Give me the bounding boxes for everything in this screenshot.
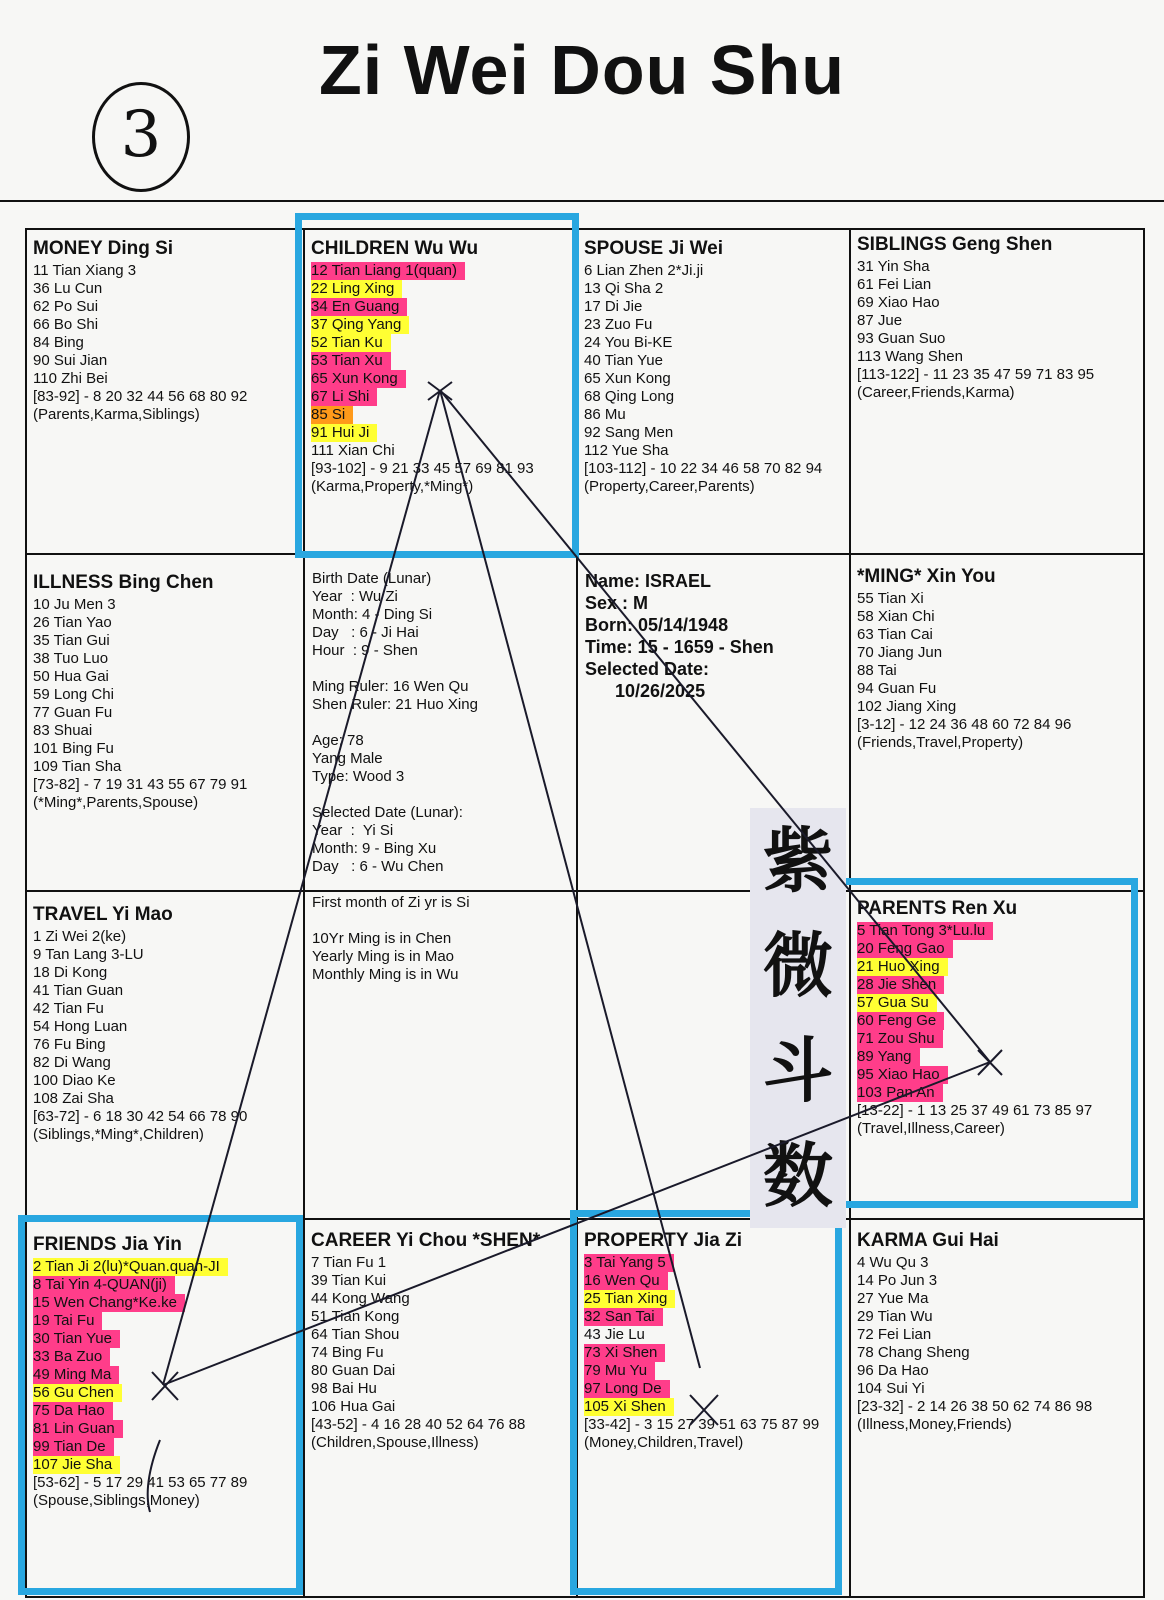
palace-age-ranges: [113-122] - 11 23 35 47 59 71 83 95 bbox=[857, 366, 1095, 383]
birth-info-line: Year : Yi Si bbox=[312, 822, 394, 839]
palace-age-ranges: [83-92] - 8 20 32 44 56 68 80 92 bbox=[33, 388, 248, 405]
star-entry: 18 Di Kong bbox=[33, 964, 108, 981]
palace-relations: (Travel,Illness,Career) bbox=[857, 1120, 1005, 1137]
x-mark bbox=[690, 1395, 718, 1425]
person-time: Time: 15 - 1659 - Shen bbox=[585, 637, 774, 657]
star-entry: 11 Tian Xiang 3 bbox=[33, 262, 137, 279]
star-entry: 76 Fu Bing bbox=[33, 1036, 106, 1053]
star-entry: 103 Pan An bbox=[857, 1084, 1135, 1102]
star-entry: 58 Xian Chi bbox=[857, 608, 935, 625]
chinese-character: 斗 bbox=[763, 1029, 833, 1112]
star-entry: 16 Wen Qu bbox=[584, 1272, 837, 1290]
star-entry: 111 Xian Chi bbox=[311, 442, 395, 459]
star-entry: 27 Yue Ma bbox=[857, 1290, 929, 1307]
triangle-line bbox=[440, 390, 990, 1062]
star-entry: 81 Lin Guan bbox=[33, 1420, 291, 1438]
star-entry: 21 Huo Xing bbox=[857, 958, 1135, 976]
birth-info-line: First month of Zi yr is Si bbox=[312, 894, 470, 911]
star-entry: 13 Qi Sha 2 bbox=[584, 280, 664, 297]
star-entry: 110 Zhi Bei bbox=[33, 370, 108, 387]
selected-date-value: 10/26/2025 bbox=[615, 681, 706, 701]
star-entry: 68 Qing Long bbox=[584, 388, 675, 405]
star-entry: 94 Guan Fu bbox=[857, 680, 937, 697]
star-entry: 8 Tai Yin 4-QUAN(ji) bbox=[33, 1276, 291, 1294]
star-entry: 33 Ba Zuo bbox=[33, 1348, 291, 1366]
star-entry: 66 Bo Shi bbox=[33, 316, 99, 333]
star-entry: 28 Jie Shen bbox=[857, 976, 1135, 994]
birth-info-line: Hour : 9 - Shen bbox=[312, 642, 418, 659]
star-entry: 2 Tian Ji 2(lu)*Quan.quan-JI bbox=[33, 1258, 291, 1276]
star-entry: 62 Po Sui bbox=[33, 298, 99, 315]
circled-page-number: 3 bbox=[92, 82, 190, 192]
star-entry: 78 Chang Sheng bbox=[857, 1344, 970, 1361]
star-entry: 60 Feng Ge bbox=[857, 1012, 1135, 1030]
palace-relations: (Friends,Travel,Property) bbox=[857, 734, 1024, 751]
palace-title: KARMA Gui Hai bbox=[857, 1230, 999, 1251]
palace-title: CAREER Yi Chou *SHEN* bbox=[311, 1230, 541, 1251]
star-entry: 15 Wen Chang*Ke.ke bbox=[33, 1294, 291, 1312]
star-entry: 74 Bing Fu bbox=[311, 1344, 384, 1361]
star-entry: 31 Yin Sha bbox=[857, 258, 930, 275]
star-entry: 104 Sui Yi bbox=[857, 1380, 925, 1397]
star-entry: 100 Diao Ke bbox=[33, 1072, 116, 1089]
star-entry: 49 Ming Ma bbox=[33, 1366, 291, 1384]
birth-info-line: 10Yr Ming is in Chen bbox=[312, 930, 452, 947]
star-entry: 53 Tian Xu bbox=[311, 352, 569, 370]
birth-info-line: Month: 9 - Bing Xu bbox=[312, 840, 437, 857]
star-entry: 109 Tian Sha bbox=[33, 758, 122, 775]
star-entry: 36 Lu Cun bbox=[33, 280, 103, 297]
star-entry: 39 Tian Kui bbox=[311, 1272, 387, 1289]
palace-relations: (Property,Career,Parents) bbox=[584, 478, 755, 495]
star-entry: 80 Guan Dai bbox=[311, 1362, 396, 1379]
person-born: Born: 05/14/1948 bbox=[585, 615, 729, 635]
star-entry: 95 Xiao Hao bbox=[857, 1066, 1135, 1084]
star-entry: 77 Guan Fu bbox=[33, 704, 113, 721]
star-entry: 23 Zuo Fu bbox=[584, 316, 653, 333]
star-entry: 102 Jiang Xing bbox=[857, 698, 957, 715]
star-entry: 87 Jue bbox=[857, 312, 903, 329]
triangle-line bbox=[163, 1062, 990, 1385]
triangle-line bbox=[163, 390, 440, 1385]
star-entry: 17 Di Jie bbox=[584, 298, 643, 315]
star-entry: 57 Gua Su bbox=[857, 994, 1135, 1012]
birth-info-line: Year : Wu Zi bbox=[312, 588, 398, 605]
star-entry: 70 Jiang Jun bbox=[857, 644, 943, 661]
star-entry: 32 San Tai bbox=[584, 1308, 837, 1326]
star-entry: 52 Tian Ku bbox=[311, 334, 569, 352]
palace-age-ranges: [3-12] - 12 24 36 48 60 72 84 96 bbox=[857, 716, 1072, 733]
palace-age-ranges: [103-112] - 10 22 34 46 58 70 82 94 bbox=[584, 460, 823, 477]
palace-title: *MING* Xin You bbox=[857, 566, 996, 587]
palace-age-ranges: [93-102] - 9 21 33 45 57 69 81 93 bbox=[311, 460, 534, 477]
star-entry: 55 Tian Xi bbox=[857, 590, 924, 607]
star-entry: 6 Lian Zhen 2*Ji.ji bbox=[584, 262, 704, 279]
star-entry: 44 Kong Wang bbox=[311, 1290, 410, 1307]
person-sex: Sex : M bbox=[585, 593, 649, 613]
pen-scribble bbox=[148, 1440, 160, 1512]
star-entry: 22 Ling Xing bbox=[311, 280, 569, 298]
birth-info-line: Day : 6 - Ji Hai bbox=[312, 624, 419, 641]
page-title: Zi Wei Dou Shu bbox=[318, 31, 845, 109]
star-entry: 56 Gu Chen bbox=[33, 1384, 291, 1402]
chinese-character: 数 bbox=[763, 1134, 833, 1217]
palace-relations: (Money,Children,Travel) bbox=[584, 1434, 744, 1451]
palace-relations: (Illness,Money,Friends) bbox=[857, 1416, 1012, 1433]
star-entry: 82 Di Wang bbox=[33, 1054, 111, 1071]
star-entry: 108 Zai Sha bbox=[33, 1090, 114, 1107]
person-name: Name: ISRAEL bbox=[585, 571, 712, 591]
star-entry: 30 Tian Yue bbox=[33, 1330, 291, 1348]
star-entry: 64 Tian Shou bbox=[311, 1326, 400, 1343]
star-entry: 107 Jie Sha bbox=[33, 1456, 291, 1474]
birth-info-line: Yang Male bbox=[312, 750, 383, 767]
star-entry: 51 Tian Kong bbox=[311, 1308, 400, 1325]
star-entry: 43 Jie Lu bbox=[584, 1326, 645, 1343]
star-entry: 101 Bing Fu bbox=[33, 740, 114, 757]
star-entry: 25 Tian Xing bbox=[584, 1290, 837, 1308]
star-entry: 12 Tian Liang 1(quan) bbox=[311, 262, 569, 280]
birth-info-line: Monthly Ming is in Wu bbox=[312, 966, 459, 983]
palace-age-ranges: [43-52] - 4 16 28 40 52 64 76 88 bbox=[311, 1416, 526, 1433]
birth-info-line: Shen Ruler: 21 Huo Xing bbox=[312, 696, 478, 713]
birth-info-line: Selected Date (Lunar): bbox=[312, 804, 463, 821]
palace-title: SIBLINGS Geng Shen bbox=[857, 234, 1053, 255]
star-entry: 112 Yue Sha bbox=[584, 442, 669, 459]
star-entry: 5 Tian Tong 3*Lu.lu bbox=[857, 922, 1135, 940]
star-entry: 85 Si bbox=[311, 406, 569, 424]
star-entry: 84 Bing bbox=[33, 334, 84, 351]
palace-title: FRIENDS Jia Yin bbox=[33, 1234, 182, 1255]
star-entry: 50 Hua Gai bbox=[33, 668, 109, 685]
palace-relations: (Karma,Property,*Ming*) bbox=[311, 478, 474, 495]
palace-age-ranges: [23-32] - 2 14 26 38 50 62 74 86 98 bbox=[857, 1398, 1093, 1415]
palace-title: MONEY Ding Si bbox=[33, 238, 174, 259]
star-entry: 90 Sui Jian bbox=[33, 352, 108, 369]
palace-age-ranges: [33-42] - 3 15 27 39 51 63 75 87 99 bbox=[584, 1416, 820, 1433]
star-entry: 24 You Bi-KE bbox=[584, 334, 673, 351]
palace-title: CHILDREN Wu Wu bbox=[311, 238, 479, 259]
star-entry: 63 Tian Cai bbox=[857, 626, 933, 643]
palace-relations: (Siblings,*Ming*,Children) bbox=[33, 1126, 204, 1143]
star-entry: 61 Fei Lian bbox=[857, 276, 932, 293]
star-entry: 41 Tian Guan bbox=[33, 982, 124, 999]
palace-title: SPOUSE Ji Wei bbox=[584, 238, 724, 259]
chinese-character: 紫 bbox=[763, 819, 833, 902]
palace-age-ranges: [63-72] - 6 18 30 42 54 66 78 90 bbox=[33, 1108, 248, 1125]
birth-info-line: Yearly Ming is in Mao bbox=[312, 948, 455, 965]
star-entry: 34 En Guang bbox=[311, 298, 569, 316]
birth-info-line: Birth Date (Lunar) bbox=[312, 570, 432, 587]
star-entry: 67 Li Shi bbox=[311, 388, 569, 406]
star-entry: 98 Bai Hu bbox=[311, 1380, 377, 1397]
star-entry: 9 Tan Lang 3-LU bbox=[33, 946, 144, 963]
x-mark bbox=[428, 382, 452, 400]
star-entry: 35 Tian Gui bbox=[33, 632, 110, 649]
star-entry: 86 Mu bbox=[584, 406, 626, 423]
star-entry: 59 Long Chi bbox=[33, 686, 114, 703]
palace-title: PARENTS Ren Xu bbox=[857, 898, 1018, 919]
selected-date-label: Selected Date: bbox=[585, 659, 710, 679]
star-entry: 26 Tian Yao bbox=[33, 614, 112, 631]
star-entry: 75 Da Hao bbox=[33, 1402, 291, 1420]
star-entry: 4 Wu Qu 3 bbox=[857, 1254, 929, 1271]
palace-relations: (*Ming*,Parents,Spouse) bbox=[33, 794, 199, 811]
star-entry: 99 Tian De bbox=[33, 1438, 291, 1456]
palace-title: ILLNESS Bing Chen bbox=[33, 572, 214, 593]
star-entry: 42 Tian Fu bbox=[33, 1000, 104, 1017]
star-entry: 105 Xi Shen bbox=[584, 1398, 837, 1416]
palace-age-ranges: [13-22] - 1 13 25 37 49 61 73 85 97 bbox=[857, 1102, 1093, 1119]
star-entry: 10 Ju Men 3 bbox=[33, 596, 116, 613]
star-entry: 88 Tai bbox=[857, 662, 897, 679]
star-entry: 14 Po Jun 3 bbox=[857, 1272, 938, 1289]
star-entry: 97 Long De bbox=[584, 1380, 837, 1398]
star-entry: 91 Hui Ji bbox=[311, 424, 569, 442]
star-entry: 65 Xun Kong bbox=[311, 370, 569, 388]
palace-relations: (Spouse,Siblings,Money) bbox=[33, 1492, 200, 1509]
palace-title: TRAVEL Yi Mao bbox=[33, 904, 173, 925]
star-entry: 92 Sang Men bbox=[584, 424, 674, 441]
birth-info-line: Month: 4 - Ding Si bbox=[312, 606, 433, 623]
star-entry: 1 Zi Wei 2(ke) bbox=[33, 928, 127, 945]
star-entry: 73 Xi Shen bbox=[584, 1344, 837, 1362]
star-entry: 71 Zou Shu bbox=[857, 1030, 1135, 1048]
palace-age-ranges: [53-62] - 5 17 29 41 53 65 77 89 bbox=[33, 1474, 248, 1491]
x-mark bbox=[978, 1050, 1002, 1075]
palace-relations: (Parents,Karma,Siblings) bbox=[33, 406, 200, 423]
star-entry: 106 Hua Gai bbox=[311, 1398, 396, 1415]
star-entry: 20 Feng Gao bbox=[857, 940, 1135, 958]
star-entry: 65 Xun Kong bbox=[584, 370, 671, 387]
star-entry: 69 Xiao Hao bbox=[857, 294, 940, 311]
star-entry: 79 Mu Yu bbox=[584, 1362, 837, 1380]
birth-info-line: Day : 6 - Wu Chen bbox=[312, 858, 444, 875]
star-entry: 29 Tian Wu bbox=[857, 1308, 933, 1325]
triangle-line bbox=[440, 390, 700, 1368]
star-entry: 89 Yang bbox=[857, 1048, 1135, 1066]
star-entry: 93 Guan Suo bbox=[857, 330, 946, 347]
star-entry: 3 Tai Yang 5 bbox=[584, 1254, 837, 1272]
star-entry: 96 Da Hao bbox=[857, 1362, 929, 1379]
star-entry: 40 Tian Yue bbox=[584, 352, 663, 369]
birth-info-line: Type: Wood 3 bbox=[312, 768, 405, 785]
star-entry: 7 Tian Fu 1 bbox=[311, 1254, 387, 1271]
star-entry: 19 Tai Fu bbox=[33, 1312, 291, 1330]
star-entry: 37 Qing Yang bbox=[311, 316, 569, 334]
birth-info-line: Ming Ruler: 16 Wen Qu bbox=[312, 678, 469, 695]
palace-relations: (Children,Spouse,Illness) bbox=[311, 1434, 479, 1451]
palace-age-ranges: [73-82] - 7 19 31 43 55 67 79 91 bbox=[33, 776, 248, 793]
palace-relations: (Career,Friends,Karma) bbox=[857, 384, 1015, 401]
star-entry: 72 Fei Lian bbox=[857, 1326, 932, 1343]
star-entry: 38 Tuo Luo bbox=[33, 650, 109, 667]
star-entry: 54 Hong Luan bbox=[33, 1018, 128, 1035]
star-entry: 113 Wang Shen bbox=[857, 348, 963, 365]
chinese-character: 微 bbox=[763, 924, 833, 1007]
palace-title: PROPERTY Jia Zi bbox=[584, 1230, 743, 1251]
star-entry: 83 Shuai bbox=[33, 722, 93, 739]
birth-info-line: Age: 78 bbox=[312, 732, 364, 749]
